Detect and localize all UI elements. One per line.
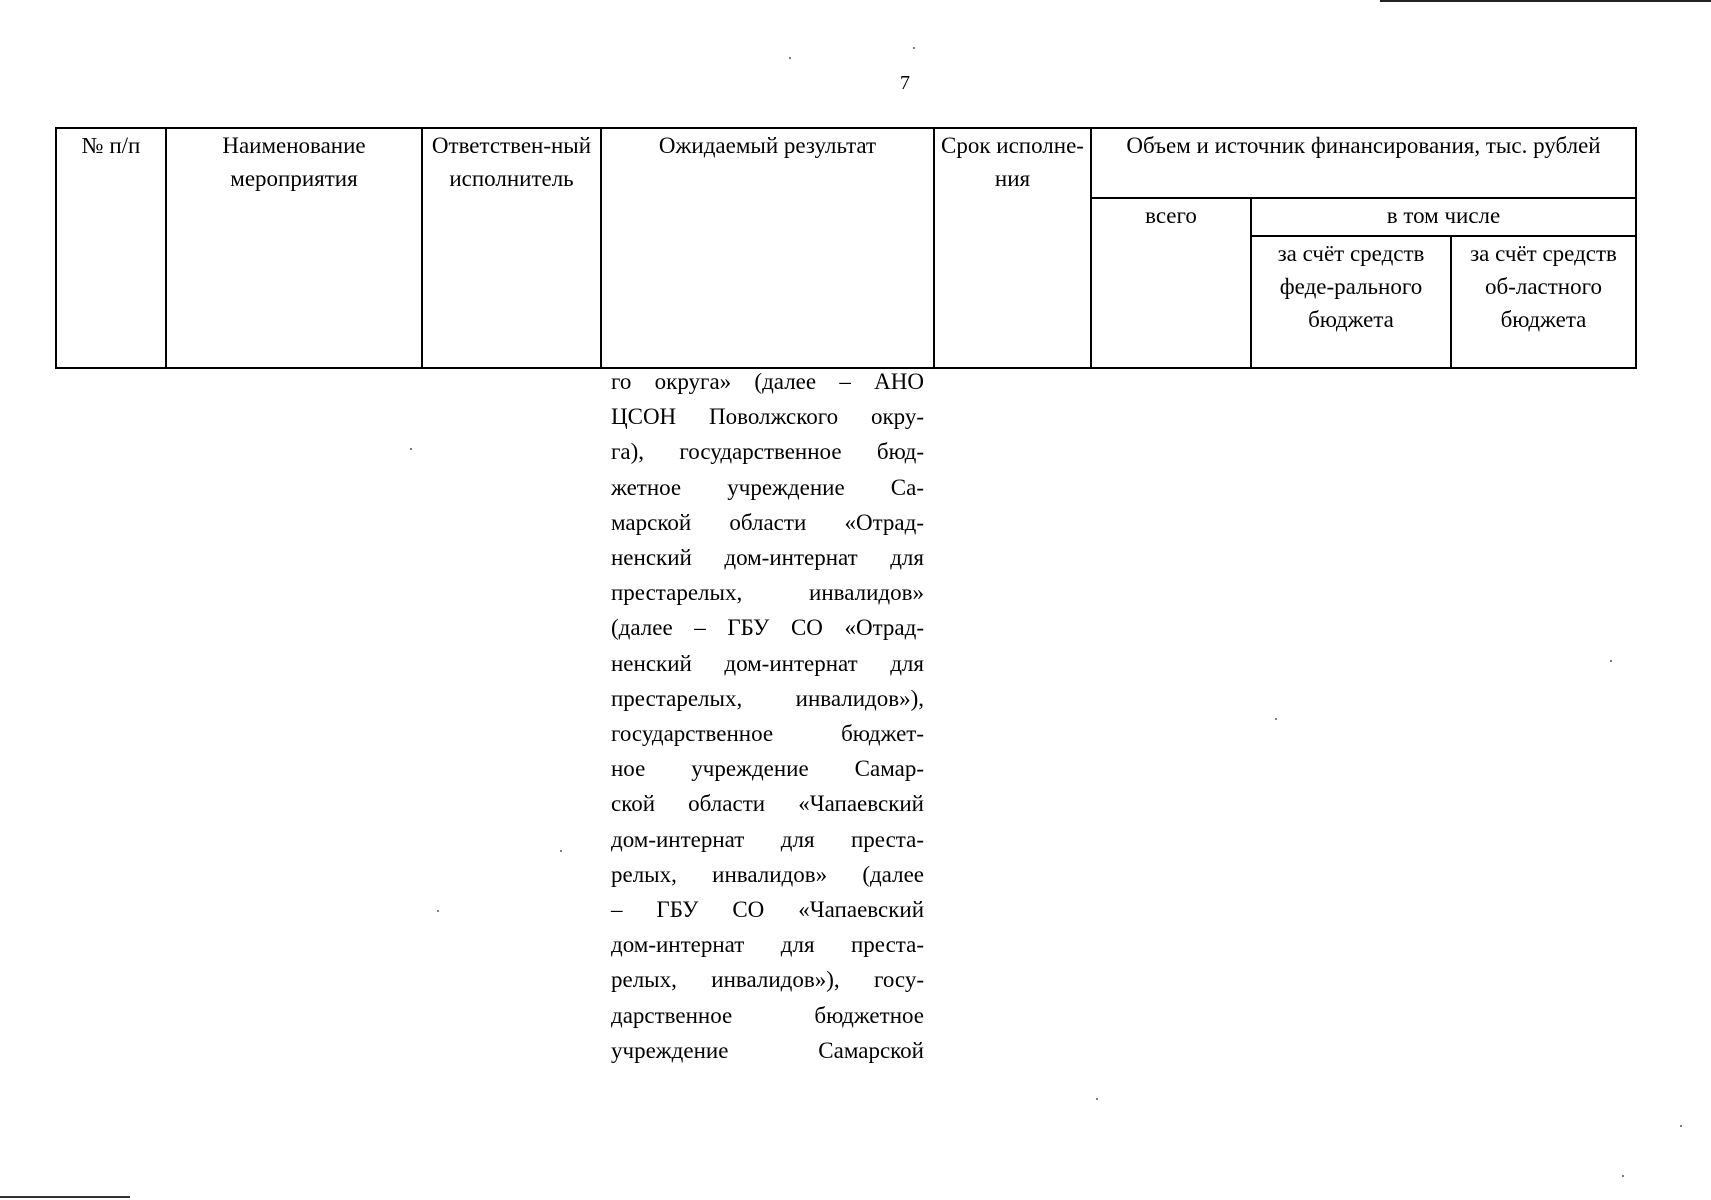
scan-speck bbox=[1680, 1125, 1682, 1127]
header-term: Срок исполне-ния bbox=[934, 128, 1091, 368]
page-number: 7 bbox=[900, 72, 910, 94]
continuation-line: дарственное бюджетное bbox=[611, 1002, 924, 1028]
continuation-line: (далее – ГБУ СО «Отрад- bbox=[611, 615, 924, 641]
scan-speck bbox=[437, 910, 439, 912]
header-total: всего bbox=[1091, 198, 1251, 368]
scan-edge-line-top bbox=[1380, 0, 1711, 2]
expected-result-continuation bbox=[611, 364, 924, 1068]
header-regional: за счёт средств об-ластного бюджета bbox=[1451, 236, 1636, 368]
table-header bbox=[55, 127, 1637, 369]
continuation-line: марской области «Отрад- bbox=[611, 509, 924, 535]
continuation-line: дом-интернат для преста- bbox=[611, 932, 924, 958]
continuation-line: ской области «Чапаевский bbox=[611, 791, 924, 817]
continuation-line: ЦСОН Поволжского окру- bbox=[611, 404, 924, 430]
continuation-line: жетное учреждение Са- bbox=[611, 474, 924, 500]
continuation-line: – ГБУ СО «Чапаевский bbox=[611, 897, 924, 923]
continuation-line: дом-интернат для преста- bbox=[611, 826, 924, 852]
scan-speck bbox=[410, 448, 412, 450]
header-funding: Объем и источник финансирования, тыс. рублей bbox=[1091, 128, 1636, 198]
continuation-line: государственное бюджет- bbox=[611, 721, 924, 747]
scan-speck bbox=[1622, 1175, 1624, 1177]
header-result: Ожидаемый результат bbox=[601, 128, 934, 368]
scan-speck bbox=[1096, 1098, 1098, 1100]
continuation-line: престарелых, инвалидов»), bbox=[611, 685, 924, 711]
scan-speck bbox=[560, 850, 562, 852]
scan-speck bbox=[789, 57, 791, 59]
continuation-line: го округа» (далее – АНО bbox=[611, 369, 924, 394]
continuation-line: релых, инвалидов»), госу- bbox=[611, 967, 924, 993]
header-name: Наименование мероприятия bbox=[166, 128, 422, 368]
continuation-line: учреждение Самарской bbox=[611, 1037, 924, 1063]
scan-speck bbox=[1275, 718, 1277, 720]
header-num: № п/п bbox=[56, 128, 166, 368]
scan-edge-line-bottom bbox=[0, 1196, 130, 1198]
continuation-line: ное учреждение Самар- bbox=[611, 756, 924, 782]
continuation-line: ненский дом-интернат для bbox=[611, 545, 924, 571]
header-federal: за счёт средств феде-рального бюджета bbox=[1251, 236, 1451, 368]
continuation-line: релых, инвалидов» (далее bbox=[611, 861, 924, 887]
continuation-line: ненский дом-интернат для bbox=[611, 650, 924, 676]
header-responsible: Ответствен-ный исполнитель bbox=[422, 128, 601, 368]
scan-speck bbox=[913, 47, 915, 49]
scan-speck bbox=[1610, 660, 1612, 662]
header-including: в том числе bbox=[1251, 198, 1636, 236]
continuation-line: престарелых, инвалидов» bbox=[611, 580, 924, 606]
continuation-line: га), государственное бюд- bbox=[611, 439, 924, 465]
